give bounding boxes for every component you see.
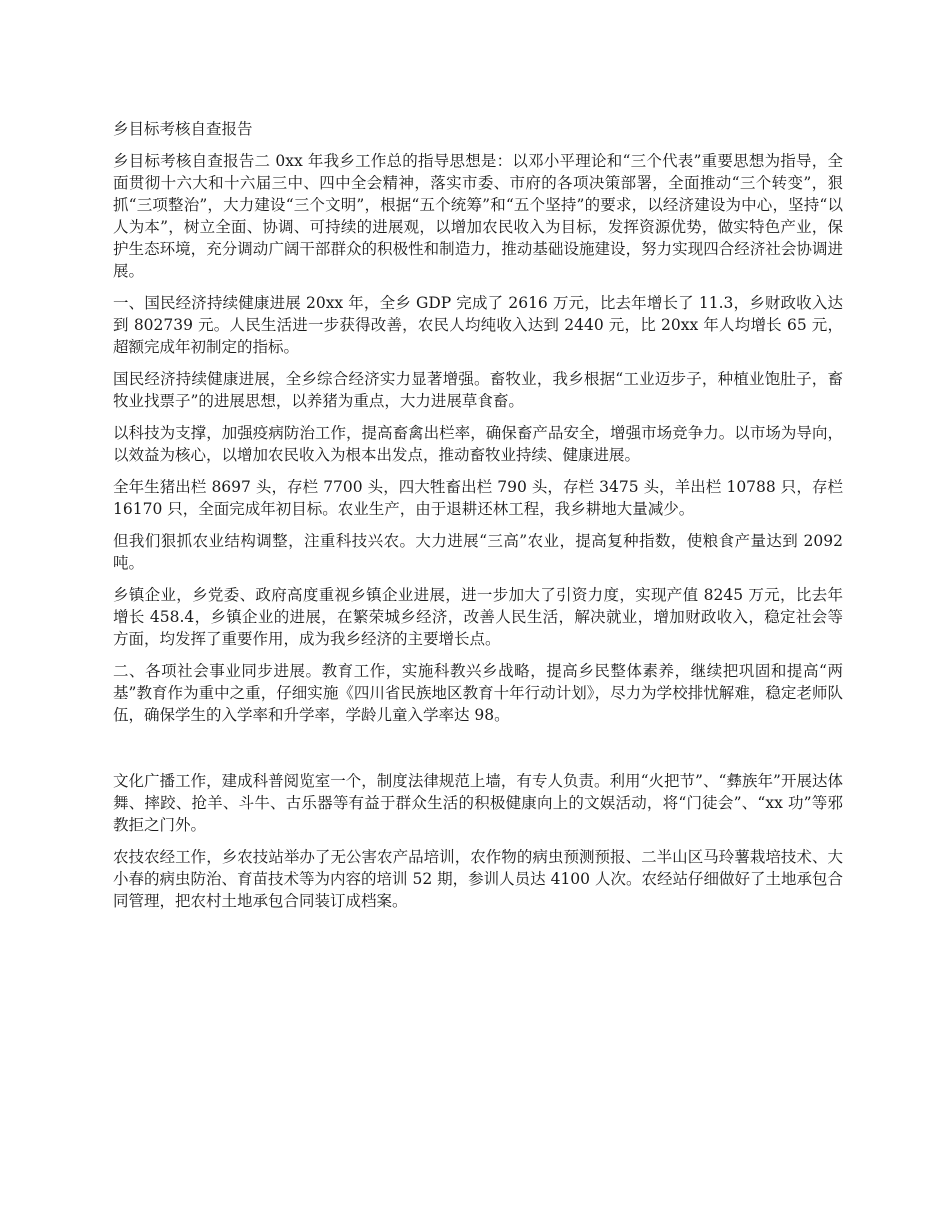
paragraph-technology-support: 以科技为支撑，加强疫病防治工作，提高畜禽出栏率，确保畜产品安全，增强市场竞争力。以市场为导向，以效益为核心，以增加农民收入为根本出发点，推动畜牧业持续、健康进展。 [113, 424, 843, 464]
paragraph-animal-husbandry: 国民经济持续健康进展，全乡综合经济实力显著增强。畜牧业，我乡根据“工业迈步子，种植业饱肚子，畜牧业找票子”的进展思想，以养猪为重点，大力进展草食畜。 [113, 370, 843, 410]
section-gap [113, 736, 843, 770]
paragraph-guiding-thought: 乡目标考核自查报告二 0xx 年我乡工作总的指导思想是：以邓小平理论和“三个代表”重要思想为指导，全面贯彻十六大和十六届三中、四中全会精神，落实市委、市府的各项决策部署，全面推动“三个转变”，狠抓“三项整治”，大力建设“三个文明”，根据“五个统筹”和“五个坚持”的要求，以经济建设为中心，坚持“以人为本”，树立全面、协调、可持续的进展观，以增加农民收入为目标，发挥资源优势，做实特色产业，保护生态环境，充分调动广阔干部群众的积极性和制造力，推动基础设施建设，努力实现四合经济社会协调进展。 [113, 152, 843, 280]
paragraph-education: 二、各项社会事业同步进展。教育工作，实施科教兴乡战略，提高乡民整体素养，继续把巩固和提高“两基”教育作为重中之重，仔细实施《四川省民族地区教育十年行动计划》，尽力为学校排忧解难，稳定老师队伍，确保学生的入学率和升学率，学龄儿童入学率达 98。 [113, 662, 843, 724]
paragraph-agriculture: 但我们狠抓农业结构调整，注重科技兴农。大力进展“三高”农业，提高复种指数，使粮食产量达到 2092 吨。 [113, 532, 843, 572]
paragraph-livestock-figures: 全年生猪出栏 8697 头，存栏 7700 头，四大牲畜出栏 790 头，存栏 3475 头，羊出栏 10788 只，存栏 16170 只，全面完成年初目标。农业生产，由于退耕还林工程，我乡耕地大量减少。 [113, 478, 843, 518]
paragraph-agri-tech: 农技农经工作，乡农技站举办了无公害农产品培训，农作物的病虫预测预报、二半山区马玲薯栽培技术、大小春的病虫防治、育苗技术等为内容的培训 52 期，参训人员达 4100 人次。农经站仔细做好了土地承包合同管理，把农村土地承包合同装订成档案。 [113, 848, 843, 910]
paragraph-culture-broadcast: 文化广播工作，建成科普阅览室一个，制度法律规范上墙，有专人负责。利用“火把节”、“彝族年”开展达体舞、摔跤、抢羊、斗牛、古乐器等有益于群众生活的积极健康向上的文娱活动，将“门徒会”、“xx 功”等邪教拒之门外。 [113, 772, 843, 834]
document-page [113, 118, 843, 922]
document-title: 乡目标考核自查报告 [113, 120, 253, 138]
paragraph-township-enterprises: 乡镇企业，乡党委、政府高度重视乡镇企业进展，进一步加大了引资力度，实现产值 8245 万元，比去年增长 458.4，乡镇企业的进展，在繁荣城乡经济，改善人民生活，解决就业，增加财政收入，稳定社会等方面，均发挥了重要作用，成为我乡经济的主要增长点。 [113, 586, 843, 648]
paragraph-economy-overview: 一、国民经济持续健康进展 20xx 年，全乡 GDP 完成了 2616 万元，比去年增长了 11.3，乡财政收入达到 802739 元。人民生活进一步获得改善，农民人均纯收入达到 2440 元，比 20xx 年人均增长 65 元，超额完成年初制定的指标。 [113, 294, 843, 356]
